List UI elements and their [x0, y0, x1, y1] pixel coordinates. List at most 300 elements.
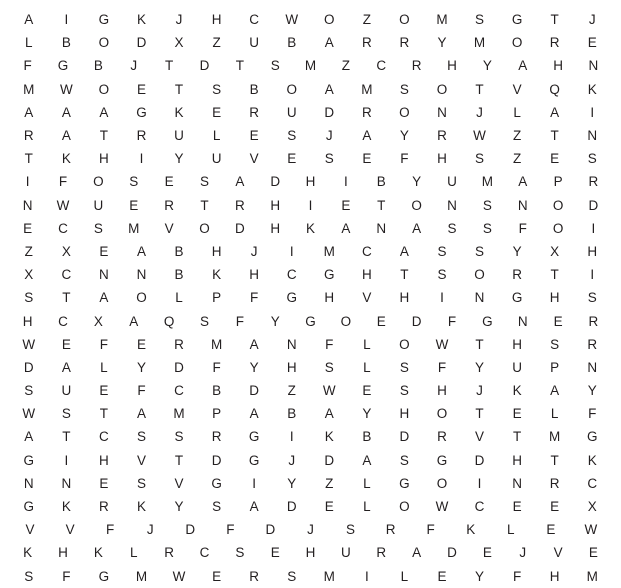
grid-letter: K	[587, 81, 597, 97]
grid-letter: O	[324, 12, 335, 28]
grid-letter: D	[588, 197, 599, 213]
grid-letter: W	[285, 12, 299, 28]
grid-letter: H	[270, 220, 281, 236]
grid-letter: E	[362, 151, 372, 167]
grid-letter: R	[99, 499, 109, 515]
grid-letter: S	[287, 568, 297, 584]
grid-letter: T	[62, 429, 71, 445]
grid-row	[10, 379, 611, 402]
grid-letter: Y	[399, 128, 409, 144]
grid-letter: E	[512, 499, 522, 515]
grid-letter: G	[511, 12, 523, 28]
grid-letter: D	[23, 359, 34, 375]
grid-letter: A	[324, 406, 334, 422]
grid-letter: N	[517, 313, 528, 329]
grid-letter: E	[164, 174, 174, 190]
grid-letter: Z	[325, 475, 334, 491]
grid-letter: Z	[341, 58, 351, 74]
grid-letter: F	[99, 336, 109, 352]
grid-letter: K	[587, 452, 597, 468]
grid-letter: S	[324, 151, 334, 167]
grid-row	[10, 194, 611, 217]
grid-letter: F	[588, 406, 597, 422]
grid-letter: L	[363, 336, 371, 352]
grid-letter: V	[362, 290, 372, 306]
grid-letter: T	[550, 267, 559, 283]
grid-letter: S	[93, 220, 103, 236]
grid-letter: M	[361, 81, 373, 97]
grid-letter: V	[164, 220, 174, 236]
grid-letter: A	[249, 499, 259, 515]
grid-letter: B	[93, 58, 103, 74]
grid-letter: T	[550, 128, 559, 144]
grid-letter: R	[512, 267, 522, 283]
grid-letter: K	[136, 499, 146, 515]
grid-letter: E	[270, 545, 280, 561]
grid-letter: L	[212, 128, 221, 144]
grid-letter: A	[249, 336, 259, 352]
grid-letter: R	[549, 35, 560, 51]
grid-letter: K	[61, 499, 71, 515]
grid-letter: V	[512, 81, 522, 97]
grid-letter: M	[23, 81, 35, 97]
grid-letter: J	[588, 12, 596, 28]
grid-letter: A	[249, 406, 259, 422]
grid-letter: U	[447, 174, 457, 190]
grid-letter: Z	[362, 12, 371, 28]
grid-letter: I	[344, 174, 348, 190]
grid-letter: D	[399, 429, 410, 445]
grid-letter: L	[363, 475, 371, 491]
grid-letter: F	[58, 174, 68, 190]
grid-letter: S	[475, 151, 485, 167]
grid-letter: V	[65, 522, 75, 538]
grid-letter: M	[323, 568, 335, 584]
grid-letter: O	[98, 81, 110, 97]
grid-letter: I	[252, 475, 257, 491]
grid-letter: A	[324, 35, 334, 51]
grid-letter: R	[23, 128, 34, 144]
grid-letter: Q	[549, 81, 560, 97]
grid-letter: F	[512, 568, 522, 584]
grid-letter: A	[129, 313, 139, 329]
grid-letter: P	[212, 406, 222, 422]
grid-letter: F	[426, 522, 435, 538]
grid-letter: A	[518, 58, 528, 74]
grid-letter: K	[466, 522, 476, 538]
grid-letter: I	[477, 475, 482, 491]
grid-letter: W	[435, 499, 449, 515]
grid-letter: F	[23, 58, 32, 74]
grid-letter: E	[61, 336, 71, 352]
grid-letter: O	[399, 336, 410, 352]
grid-letter: R	[587, 336, 598, 352]
grid-letter: Z	[287, 383, 296, 399]
grid-letter: F	[250, 290, 259, 306]
grid-letter: R	[588, 313, 599, 329]
grid-letter: N	[474, 290, 485, 306]
grid-letter: C	[58, 313, 68, 329]
grid-letter: V	[174, 475, 184, 491]
grid-letter: S	[346, 522, 356, 538]
grid-letter: X	[24, 267, 34, 283]
grid-letter: S	[136, 429, 146, 445]
grid-letter: A	[412, 220, 422, 236]
grid-letter: H	[447, 58, 457, 74]
grid-letter: A	[61, 104, 71, 120]
grid-letter: M	[473, 35, 486, 51]
grid-letter: S	[235, 545, 245, 561]
grid-letter: H	[286, 359, 297, 375]
grid-letter: G	[248, 452, 260, 468]
grid-letter: Y	[362, 406, 372, 422]
grid-letter: H	[399, 290, 410, 306]
grid-letter: J	[288, 452, 296, 468]
grid-letter: M	[323, 243, 335, 259]
grid-row	[10, 472, 611, 495]
grid-letter: R	[437, 128, 447, 144]
grid-letter: C	[61, 267, 72, 283]
grid-letter: G	[399, 475, 410, 491]
grid-letter: I	[139, 151, 144, 167]
grid-letter: E	[553, 313, 563, 329]
grid-letter: I	[64, 12, 69, 28]
grid-letter: U	[61, 383, 72, 399]
grid-letter: S	[212, 499, 222, 515]
grid-letter: F	[400, 151, 409, 167]
grid-letter: U	[93, 197, 104, 213]
grid-letter: K	[23, 545, 33, 561]
grid-letter: E	[136, 336, 146, 352]
grid-letter: O	[98, 35, 110, 51]
grid-letter: B	[287, 35, 297, 51]
grid-letter: S	[136, 475, 146, 491]
grid-letter: H	[437, 151, 447, 167]
grid-letter: Y	[249, 359, 259, 375]
grid-letter: O	[136, 290, 147, 306]
grid-letter: J	[476, 104, 483, 120]
grid-letter: S	[129, 174, 139, 190]
grid-letter: O	[399, 499, 410, 515]
grid-letter: E	[588, 545, 598, 561]
grid-letter: N	[587, 359, 598, 375]
grid-letter: O	[552, 197, 564, 213]
grid-letter: U	[512, 359, 522, 375]
grid-letter: Y	[174, 499, 184, 515]
grid-letter: T	[475, 81, 484, 97]
grid-letter: R	[164, 545, 174, 561]
grid-row	[10, 8, 611, 31]
grid-letter: K	[93, 545, 103, 561]
grid-letter: A	[61, 359, 71, 375]
grid-letter: B	[376, 174, 386, 190]
grid-letter: G	[482, 313, 493, 329]
grid-letter: Y	[174, 151, 184, 167]
grid-letter: I	[25, 174, 30, 190]
grid-letter: H	[58, 545, 68, 561]
grid-letter: E	[136, 81, 146, 97]
grid-letter: A	[24, 104, 34, 120]
grid-letter: E	[341, 197, 351, 213]
grid-letter: D	[286, 499, 297, 515]
grid-letter: C	[587, 475, 598, 491]
grid-letter: I	[591, 220, 596, 236]
grid-letter: W	[59, 81, 73, 97]
grid-letter: R	[385, 522, 396, 538]
grid-letter: E	[546, 522, 556, 538]
grid-letter: H	[22, 313, 33, 329]
grid-letter: A	[399, 243, 409, 259]
grid-letter: D	[174, 359, 184, 375]
grid-letter: A	[341, 220, 351, 236]
grid-letter: H	[399, 406, 410, 422]
grid-letter: S	[399, 81, 409, 97]
grid-letter: J	[325, 128, 333, 144]
grid-letter: X	[61, 243, 71, 259]
grid-row	[10, 518, 611, 541]
grid-letter: Q	[163, 313, 175, 329]
grid-letter: C	[199, 545, 210, 561]
grid-letter: G	[305, 313, 316, 329]
grid-letter: H	[270, 197, 281, 213]
grid-letter: R	[361, 35, 372, 51]
grid-letter: S	[475, 12, 485, 28]
grid-letter: L	[25, 35, 33, 51]
grid-letter: U	[341, 545, 351, 561]
grid-letter: D	[249, 383, 260, 399]
grid-letter: K	[61, 151, 71, 167]
grid-letter: H	[305, 174, 316, 190]
grid-row	[10, 170, 611, 193]
grid-letter: G	[57, 58, 69, 74]
grid-letter: I	[64, 452, 69, 468]
grid-letter: I	[440, 290, 444, 306]
grid-letter: H	[361, 267, 372, 283]
grid-letter: N	[23, 475, 34, 491]
grid-letter: L	[130, 545, 138, 561]
grid-letter: H	[99, 151, 109, 167]
grid-letter: O	[93, 174, 104, 190]
grid-letter: I	[364, 568, 369, 584]
grid-letter: C	[361, 243, 372, 259]
grid-letter: K	[324, 429, 334, 445]
grid-letter: S	[24, 568, 34, 584]
grid-letter: Z	[212, 35, 221, 51]
grid-letter: E	[376, 313, 386, 329]
grid-letter: W	[22, 406, 36, 422]
grid-letter: O	[436, 475, 448, 491]
grid-letter: A	[61, 128, 71, 144]
grid-letter: B	[174, 267, 184, 283]
grid-letter: J	[519, 545, 527, 561]
grid-letter: S	[550, 336, 560, 352]
grid-letter: R	[211, 429, 222, 445]
grid-letter: R	[136, 128, 147, 144]
grid-letter: D	[474, 452, 485, 468]
grid-letter: B	[249, 81, 259, 97]
grid-letter: L	[550, 406, 559, 422]
grid-letter: H	[512, 452, 522, 468]
grid-letter: K	[212, 267, 222, 283]
grid-letter: D	[270, 174, 281, 190]
grid-letter: T	[377, 197, 386, 213]
grid-letter: D	[185, 522, 196, 538]
grid-letter: M	[586, 568, 598, 584]
grid-letter: H	[549, 290, 560, 306]
grid-letter: D	[234, 220, 245, 236]
grid-letter: J	[476, 383, 483, 399]
grid-letter: T	[512, 429, 522, 445]
grid-letter: N	[22, 197, 33, 213]
grid-letter: I	[590, 104, 595, 120]
grid-letter: A	[550, 104, 560, 120]
grid-letter: E	[437, 568, 447, 584]
grid-letter: F	[325, 336, 334, 352]
grid-letter: N	[376, 220, 387, 236]
grid-letter: M	[481, 174, 493, 190]
grid-letter: C	[376, 58, 387, 74]
grid-letter: T	[24, 151, 33, 167]
grid-letter: N	[437, 104, 447, 120]
grid-letter: O	[340, 313, 352, 329]
grid-letter: S	[270, 58, 280, 74]
grid-letter: K	[306, 220, 316, 236]
grid-letter: W	[22, 336, 36, 352]
grid-letter: B	[212, 383, 222, 399]
grid-letter: T	[99, 406, 109, 422]
grid-letter: D	[324, 104, 335, 120]
grid-letter: C	[174, 383, 184, 399]
grid-letter: C	[286, 267, 297, 283]
grid-letter: E	[129, 197, 139, 213]
grid-letter: G	[511, 290, 523, 306]
grid-letter: C	[474, 499, 485, 515]
grid-letter: H	[211, 12, 222, 28]
grid-letter: R	[437, 429, 447, 445]
grid-letter: J	[307, 522, 314, 538]
grid-letter: A	[362, 452, 372, 468]
grid-letter: F	[62, 568, 71, 584]
grid-letter: N	[588, 58, 599, 74]
grid-letter: U	[249, 35, 260, 51]
grid-letter: E	[482, 545, 492, 561]
grid-letter: A	[324, 81, 334, 97]
grid-letter: M	[128, 220, 140, 236]
grid-letter: Y	[587, 383, 597, 399]
grid-letter: P	[550, 359, 560, 375]
grid-letter: M	[210, 336, 223, 352]
grid-letter: U	[174, 128, 184, 144]
grid-row	[10, 54, 611, 77]
grid-row	[10, 356, 611, 379]
grid-letter: K	[512, 383, 522, 399]
grid-letter: D	[211, 452, 222, 468]
grid-letter: O	[436, 81, 448, 97]
grid-letter: H	[211, 243, 222, 259]
grid-letter: M	[173, 406, 185, 422]
grid-row	[10, 31, 611, 54]
grid-letter: R	[411, 58, 422, 74]
grid-letter: N	[99, 267, 109, 283]
grid-letter: S	[199, 174, 209, 190]
grid-letter: E	[362, 383, 372, 399]
grid-letter: H	[512, 336, 522, 352]
grid-letter: M	[549, 429, 561, 445]
grid-letter: F	[437, 359, 447, 375]
grid-letter: Y	[475, 359, 485, 375]
grid-letter: Y	[270, 313, 280, 329]
grid-row	[10, 495, 611, 518]
grid-letter: B	[287, 406, 297, 422]
grid-letter: S	[437, 267, 447, 283]
grid-letter: E	[550, 151, 560, 167]
grid-letter: O	[411, 197, 422, 213]
grid-letter: E	[512, 406, 522, 422]
grid-row	[10, 565, 611, 588]
grid-letter: J	[130, 58, 138, 74]
grid-letter: N	[512, 475, 522, 491]
grid-letter: S	[212, 81, 222, 97]
grid-letter: S	[24, 383, 34, 399]
grid-letter: S	[482, 197, 492, 213]
grid-letter: U	[286, 104, 297, 120]
grid-letter: S	[61, 406, 71, 422]
grid-letter: I	[289, 243, 294, 259]
grid-letter: H	[99, 452, 109, 468]
grid-letter: I	[289, 429, 294, 445]
grid-letter: G	[324, 267, 335, 283]
grid-letter: S	[199, 313, 209, 329]
grid-letter: M	[304, 58, 317, 74]
grid-row	[10, 402, 611, 425]
grid-row	[10, 449, 611, 472]
grid-letter: O	[552, 220, 564, 236]
grid-letter: Z	[24, 243, 33, 259]
grid-letter: A	[412, 545, 422, 561]
grid-letter: Y	[482, 58, 492, 74]
grid-letter: G	[98, 568, 110, 584]
grid-letter: B	[362, 429, 372, 445]
grid-letter: D	[265, 522, 276, 538]
grid-letter: A	[136, 243, 146, 259]
grid-letter: N	[587, 128, 598, 144]
grid-letter: S	[174, 429, 184, 445]
grid-letter: A	[99, 290, 109, 306]
grid-letter: V	[249, 151, 259, 167]
grid-letter: S	[475, 243, 485, 259]
grid-letter: G	[136, 104, 147, 120]
grid-letter: G	[211, 475, 222, 491]
grid-letter: T	[550, 452, 559, 468]
grid-letter: V	[553, 545, 563, 561]
grid-letter: R	[164, 197, 174, 213]
grid-letter: X	[174, 35, 184, 51]
grid-letter: C	[249, 12, 260, 28]
grid-letter: M	[436, 12, 448, 28]
grid-letter: X	[550, 243, 560, 259]
grid-letter: W	[172, 568, 186, 584]
grid-row	[10, 333, 611, 356]
grid-letter: E	[99, 243, 109, 259]
grid-letter: T	[174, 452, 184, 468]
grid-letter: O	[399, 104, 410, 120]
grid-letter: J	[146, 522, 154, 538]
grid-letter: X	[587, 499, 597, 515]
grid-letter: D	[136, 35, 147, 51]
grid-letter: G	[23, 452, 35, 468]
grid-letter: T	[62, 290, 71, 306]
grid-letter: D	[447, 545, 457, 561]
